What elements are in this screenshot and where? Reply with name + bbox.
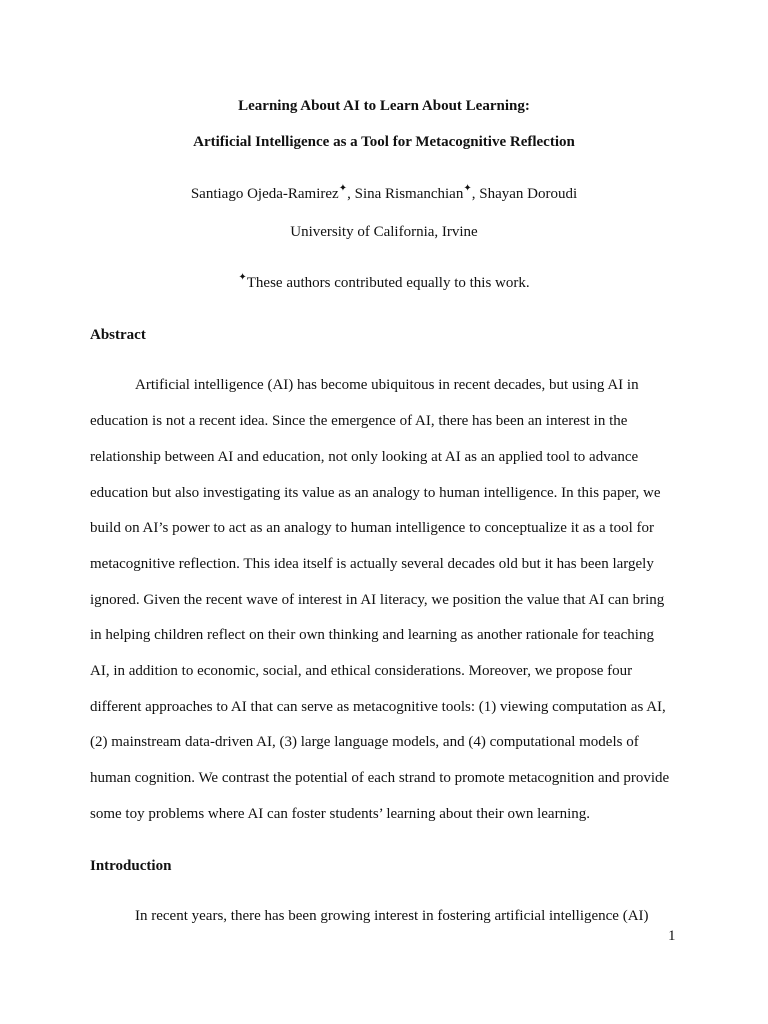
abstract-line-2: education is not a recent idea. Since the emergence of AI, there has been an interest in the xyxy=(90,413,628,429)
equal-contribution-dagger-2: ✦ xyxy=(463,183,472,194)
author-3-name: Shayan Doroudi xyxy=(479,186,578,202)
introduction-heading: Introduction xyxy=(90,858,172,874)
abstract-heading: Abstract xyxy=(90,327,146,343)
page-number: 1 xyxy=(668,928,676,944)
introduction-line-1: In recent years, there has been growing interest in fostering artificial intelligence (AI) xyxy=(135,908,649,924)
abstract-line-5: build on AI’s power to act as an analogy to human intelligence to conceptualize it as a tool for xyxy=(90,520,655,536)
abstract-line-12: human cognition. We contrast the potential of each strand to promote metacognition and provide xyxy=(90,770,670,786)
abstract-line-8: in helping children reflect on their own thinking and learning as another rationale for teaching xyxy=(90,627,654,643)
equal-contribution-note-dagger: ✦ xyxy=(238,272,247,283)
title-line-2: Artificial Intelligence as a Tool for Metacognitive Reflection xyxy=(193,134,575,150)
author-separator-2: , xyxy=(471,186,480,202)
abstract-line-10: different approaches to AI that can serve as metacognitive tools: (1) viewing computation as AI, xyxy=(90,699,666,715)
abstract-line-11: (2) mainstream data-driven AI, (3) large language models, and (4) computational models of xyxy=(90,734,639,750)
equal-contribution-note-text: These authors contributed equally to this work. xyxy=(246,275,530,291)
title-line-1: Learning About AI to Learn About Learning: xyxy=(238,98,530,114)
abstract-line-7: ignored. Given the recent wave of interest in AI literacy, we position the value that AI can bring xyxy=(90,592,665,608)
author-list xyxy=(0,185,768,203)
abstract-line-9: AI, in addition to economic, social, and ethical considerations. Moreover, we propose four xyxy=(90,663,633,679)
abstract-line-13: some toy problems where AI can foster students’ learning about their own learning. xyxy=(90,806,591,822)
equal-contribution-note xyxy=(0,274,768,292)
abstract-line-1: Artificial intelligence (AI) has become ubiquitous in recent decades, but using AI in xyxy=(135,377,639,393)
abstract-line-4: education but also investigating its value as an analogy to human intelligence. In this paper, we xyxy=(90,485,661,501)
abstract-line-6: metacognitive reflection. This idea itself is actually several decades old but it has been largely xyxy=(90,556,654,572)
affiliation: University of California, Irvine xyxy=(290,224,478,240)
author-separator-1: , xyxy=(347,186,355,202)
author-1-name: Santiago Ojeda-Ramirez xyxy=(190,186,339,202)
abstract-line-3: relationship between AI and education, not only looking at AI as an applied tool to advance xyxy=(90,449,639,465)
author-2-name: Sina Rismanchian xyxy=(354,186,464,202)
equal-contribution-dagger-1: ✦ xyxy=(338,183,348,194)
